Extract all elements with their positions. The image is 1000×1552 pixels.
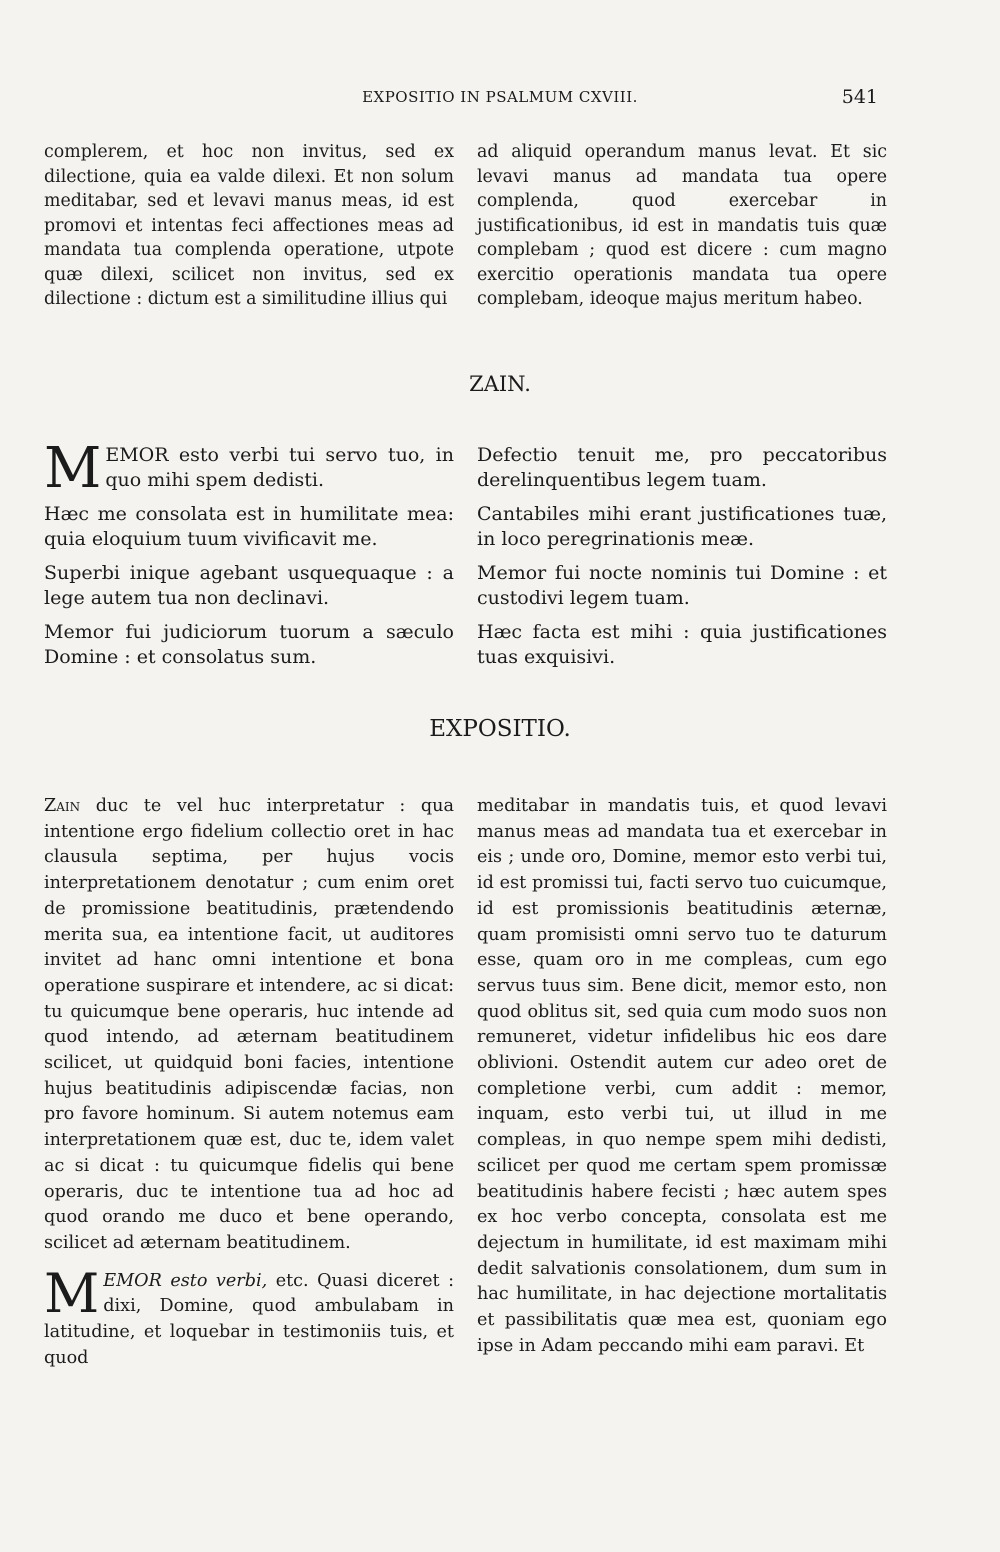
expositio-paragraph-1-text: duc te vel huc interpretatur : qua intentione ergo fidelium collectio oret in hac clausula septima, per hujus vocis interpretationem denotatur ; cum enim oret de promissione beatitudinis, prætendendo merita sua, ea intentione facit, ut auditores invitet ad hanc omni intentione et bona operatione suspirare et intendere, ac si dicat: tu quicumque bene operaris, huc intende ad quod intendo, ad æternam beatitudinem scilicet, ut quidquid boni facies, intentione hujus beatitudinis adipiscendæ facias, non pro favore hominum. Si autem notemus eam interpretationem quæ est, duc te, idem valet ac si dicat : tu quicumque fidelis qui bene operaris, duc te intentione tua ad hoc ad quod orando me duco et bene operando, scilicet ad æternam beatitudinem.: [44, 796, 454, 1253]
drop-cap-2: M: [44, 1261, 100, 1325]
expositio-heading: EXPOSITIO.: [429, 716, 571, 742]
expositio-paragraph-2-text: etc. Quasi diceret : dixi, Domine, quod ambulabam in latitudine, et loquebar in testimoniis tuis, et quod: [44, 1270, 454, 1368]
verse-1: [44, 436, 454, 501]
page-number: 541: [841, 86, 878, 108]
verse-6: Cantabiles mihi erant justificationes tuæ, in loco peregrinationis meæ.: [477, 503, 887, 550]
expositio-paragraph-1: [44, 794, 454, 1257]
verse-5: Defectio tenuit me, pro peccatoribus derelinquentibus legem tuam.: [477, 444, 887, 491]
running-title: EXPOSITIO IN PSALMUM CXVIII.: [362, 88, 638, 106]
top-left-paragraph: complerem, et hoc non invitus, sed ex dilectione, quia ea valde dilexi. Et non solum meditabar, sed et levavi manus meas, id est promovi et intentas feci affectiones meas ad mandata tua complenda operatione, utpote quæ dilexi, scilicet non invitus, sed ex dilectione : dictum est a similitudine illius qui: [44, 142, 454, 309]
top-right-column: [477, 140, 887, 312]
first-word: Zain: [44, 796, 81, 816]
expositio-paragraph-2: [44, 1261, 454, 1372]
verses-right-column: [477, 443, 887, 679]
verse-3: Superbi inique agebant usquequaque : a lege autem tua non declinavi.: [44, 562, 454, 609]
section-heading-zain: ZAIN.: [469, 372, 531, 396]
lemma-italic: EMOR esto verbi,: [103, 1270, 268, 1291]
top-right-paragraph: ad aliquid operandum manus levat. Et sic levavi manus ad mandata tua opere complenda, quod exercebar in justificationibus, id est in mandatis tuis quæ complebam ; quod est dicere : cum magno exercitio operationis mandata tua opere complebam, ideoque majus meritum habeo.: [477, 142, 887, 309]
expositio-left-column: [44, 794, 454, 1371]
expositio-right-column: [477, 794, 887, 1359]
verse-8: Hæc facta est mihi : quia justificationes tuas exquisivi.: [477, 621, 887, 668]
verse-2: Hæc me consolata est in humilitate mea: quia eloquium tuum vivificavit me.: [44, 503, 454, 550]
verse-1-text: EMOR esto verbi tui servo tuo, in quo mihi spem dedisti.: [105, 444, 454, 491]
drop-cap: M: [44, 436, 102, 501]
page-header: [0, 86, 1000, 112]
top-left-column: [44, 140, 454, 312]
verse-7: Memor fui nocte nominis tui Domine : et custodivi legem tuam.: [477, 562, 887, 609]
expositio-paragraph-3: meditabar in mandatis tuis, et quod levavi manus meas ad mandata tua et exercebar in eis ; unde oro, Domine, memor esto verbi tui, id est promissi tui, facti servo tuo cuicumque, id est promissionis beatitudinis æternæ, quam promisisti omni servo tuo te daturum esse, quam oro in me compleas, cum ego servus tuus sim. Bene dicit, memor esto, non quod oblitus sit, sed quia cum modo suos non remuneret, videtur infidelibus hic eos dare oblivioni. Ostendit autem cur adeo oret de completione verbi, cum addit : memor, inquam, esto verbi tui, ut illud in me compleas, in quo nempe spem mihi dedisti, scilicet per quod me certam spem promissæ beatitudinis habere fecisti ; hæc autem spes ex hoc verbo concepta, consolata est me dejectum in humilitate, id est maximam mihi dedit salvationis consolationem, dum sum in hac humilitate, in hac dejectione mortalitatis et passibilitatis quæ mea est, quoniam ego ipse in Adam peccando mihi eam paravi. Et: [477, 796, 887, 1356]
verses-left-column: [44, 436, 454, 679]
verse-4: Memor fui judiciorum tuorum a sæculo Domine : et consolatus sum.: [44, 621, 454, 668]
